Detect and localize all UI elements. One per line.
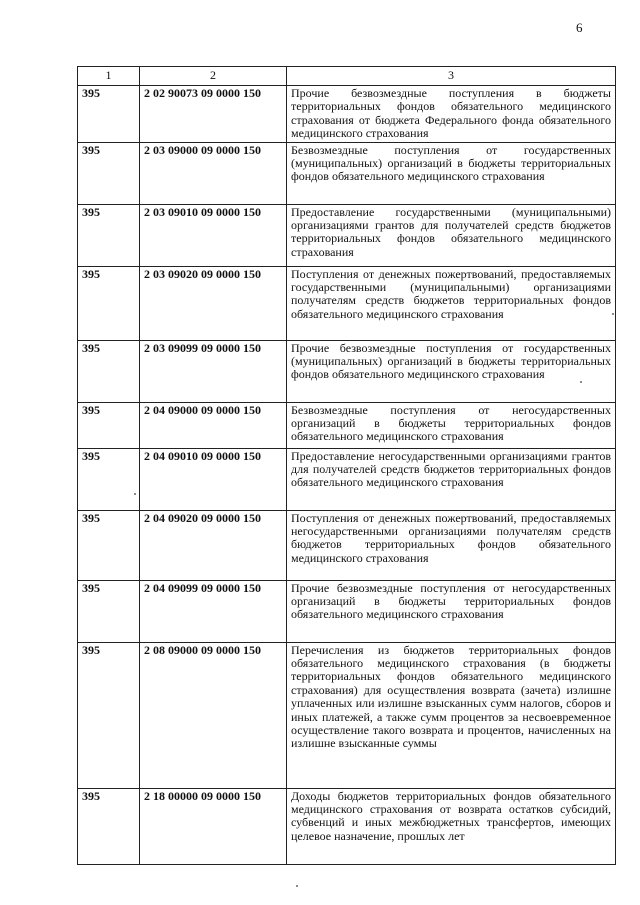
table-row	[78, 402, 616, 448]
table-row	[78, 204, 616, 266]
admin-code-cell: 395	[78, 642, 140, 788]
budget-code-cell: 2 04 09099 09 0000 150	[140, 580, 287, 642]
admin-code-cell: 395	[78, 580, 140, 642]
budget-code-cell: 2 02 90073 09 0000 150	[140, 86, 287, 143]
column-header-1: 1	[78, 67, 140, 86]
column-header-3: 3	[287, 67, 616, 86]
budget-code-cell: 2 03 09000 09 0000 150	[140, 142, 287, 204]
budget-code-cell: 2 18 00000 09 0000 150	[140, 788, 287, 864]
table-row	[78, 788, 616, 864]
admin-code-cell: 395	[78, 142, 140, 204]
revenue-name-cell: Прочие безвозмездные поступления в бюджеты территориальных фондов обязательного медицинского страхования от бюджета Федерального фонда обязательного медицинского страхования	[287, 86, 616, 143]
admin-code-cell: 395	[78, 402, 140, 448]
revenue-name-cell: Доходы бюджетов территориальных фондов обязательного медицинского страхования от возврата остатков субсидий, субвенций и иных межбюджетных трансфертов, имеющих целевое назначение, прошлых лет	[287, 788, 616, 864]
revenue-name-cell: Поступления от денежных пожертвований, предоставляемых государственными (муниципальными) организациями получателям средств бюджетов территориальных фондов обязательного медицинского страхования	[287, 266, 616, 340]
revenue-name-cell: Прочие безвозмездные поступления от государственных (муниципальных) организаций в бюджеты территориальных фондов обязательного медицинского страхования	[287, 340, 616, 402]
table-row	[78, 448, 616, 510]
admin-code-cell: 395	[78, 510, 140, 580]
revenue-name-cell: Прочие безвозмездные поступления от негосударственных организаций в бюджеты территориальных фондов обязательного медицинского страхования	[287, 580, 616, 642]
admin-code-cell: 395	[78, 204, 140, 266]
revenue-name-cell: Безвозмездные поступления от государственных (муниципальных) организаций в бюджеты территориальных фондов обязательного медицинского страхования	[287, 142, 616, 204]
table-row	[78, 340, 616, 402]
revenue-name-cell: Предоставление государственными (муниципальными) организациями грантов для получателей средств бюджетов территориальных фондов обязательного медицинского страхования	[287, 204, 616, 266]
revenue-name-cell: Безвозмездные поступления от негосударственных организаций в бюджеты территориальных фондов обязательного медицинского страхования	[287, 402, 616, 448]
admin-code-cell: 395	[78, 86, 140, 143]
admin-code-cell: 395	[78, 266, 140, 340]
table-row	[78, 580, 616, 642]
admin-code-cell: 395	[78, 448, 140, 510]
table-row	[78, 142, 616, 204]
table-header-row	[78, 67, 616, 86]
admin-code-cell: 395	[78, 340, 140, 402]
revenue-codes-table	[77, 66, 616, 865]
budget-code-cell: 2 03 09010 09 0000 150	[140, 204, 287, 266]
page-number: 6	[576, 20, 583, 35]
revenue-name-cell: Перечисления из бюджетов территориальных фондов обязательного медицинского страхования (в бюджеты территориальных фондов обязательного медицинского страхования) для осуществления возврата (зачета) излишне уплаченных или излишне взысканных сумм налогов, сборов и иных платежей, а также сумм процентов за несвоевременное осуществление такого возврата и процентов, начисленных на излишне взысканные суммы	[287, 642, 616, 788]
admin-code-cell: 395	[78, 788, 140, 864]
budget-code-cell: 2 04 09020 09 0000 150	[140, 510, 287, 580]
column-header-2: 2	[140, 67, 287, 86]
scan-speck	[580, 381, 582, 383]
budget-code-cell: 2 08 09000 09 0000 150	[140, 642, 287, 788]
budget-code-cell: 2 03 09020 09 0000 150	[140, 266, 287, 340]
scan-speck	[134, 493, 136, 495]
table-row	[78, 266, 616, 340]
scan-speck	[296, 885, 298, 887]
budget-code-cell: 2 03 09099 09 0000 150	[140, 340, 287, 402]
revenue-name-cell: Предоставление негосударственными организациями грантов для получателей средств бюджетов территориальных фондов обязательного медицинского страхования	[287, 448, 616, 510]
revenue-name-cell: Поступления от денежных пожертвований, предоставляемых негосударственными организациями получателям средств бюджетов территориальных фондов обязательного медицинского страхования	[287, 510, 616, 580]
budget-code-cell: 2 04 09000 09 0000 150	[140, 402, 287, 448]
budget-code-cell: 2 04 09010 09 0000 150	[140, 448, 287, 510]
table-row	[78, 86, 616, 143]
scan-speck	[612, 313, 614, 315]
table-row	[78, 642, 616, 788]
table-row	[78, 510, 616, 580]
